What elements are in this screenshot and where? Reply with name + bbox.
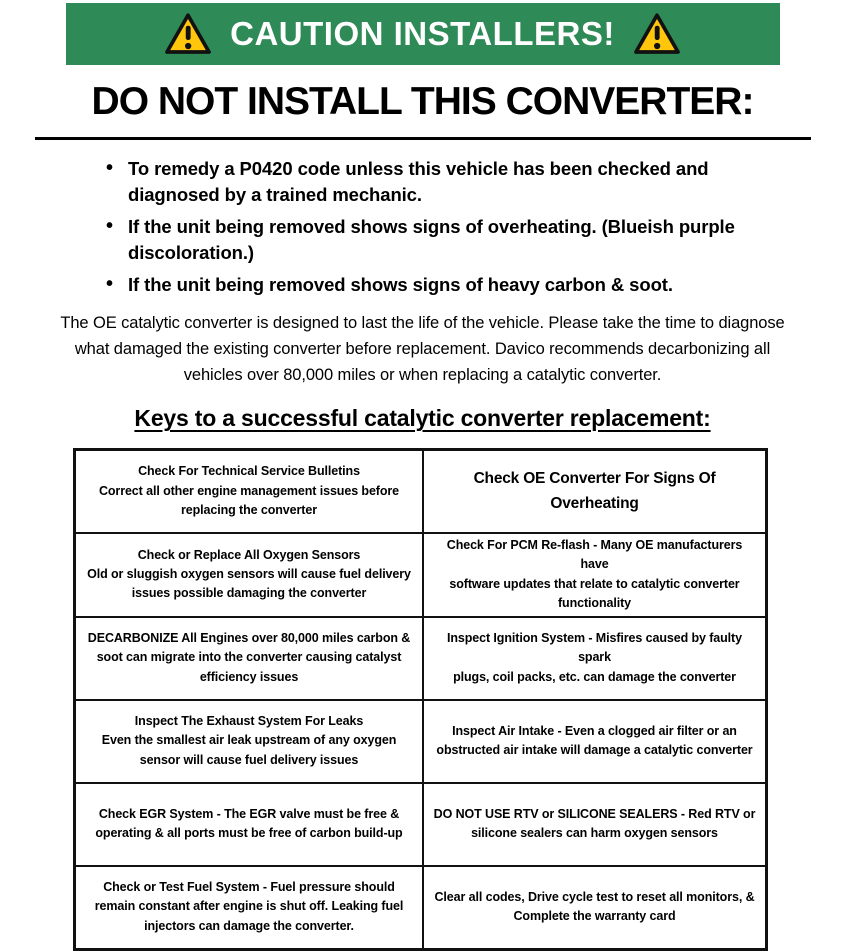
keys-table xyxy=(73,448,768,951)
table-cell: Check or Replace All Oxygen Sensors Old or sluggish oxygen sensors will cause fuel delivery issues possible damaging the converter xyxy=(75,533,424,617)
table-cell: Check OE Converter For Signs Of Overheating xyxy=(423,450,767,534)
warning-list-item: • If the unit being removed shows signs of heavy carbon & soot. xyxy=(104,272,764,298)
warning-list-item: • If the unit being removed shows signs of overheating. (Blueish purple discoloration.) xyxy=(104,214,764,266)
table-cell: DO NOT USE RTV or SILICONE SEALERS - Red RTV or silicone sealers can harm oxygen sensors xyxy=(423,783,767,866)
advisory-paragraph: The OE catalytic converter is designed to last the life of the vehicle. Please take the time to diagnose what damaged the existing converter before replacement. Davico recommends decarbonizing all vehicles over 80,000 miles or when replacing a catalytic converter. xyxy=(60,314,785,384)
table-cell: Inspect The Exhaust System For Leaks Even the smallest air leak upstream of any oxygen sensor will cause fuel delivery issues xyxy=(75,700,424,783)
table-cell: Check or Test Fuel System - Fuel pressure should remain constant after engine is shut off. Leaking fuel injectors can damage the converter. xyxy=(75,866,424,950)
table-row xyxy=(75,700,767,783)
caution-banner xyxy=(66,3,780,65)
table-cell: Inspect Air Intake - Even a clogged air filter or an obstructed air intake will damage a catalytic converter xyxy=(423,700,767,783)
table-row xyxy=(75,617,767,700)
table-row xyxy=(75,533,767,617)
table-row xyxy=(75,450,767,534)
table-cell: Check For Technical Service Bulletins Correct all other engine management issues before replacing the converter xyxy=(75,450,424,534)
keys-section-title: Keys to a successful catalytic converter replacement: xyxy=(134,405,711,431)
warning-list xyxy=(104,156,764,298)
divider-line xyxy=(35,137,811,140)
warning-triangle-icon xyxy=(633,12,681,56)
table-cell: Inspect Ignition System - Misfires caused by faulty spark plugs, coil packs, etc. can damage the converter xyxy=(423,617,767,700)
page-title: DO NOT INSTALL THIS CONVERTER: xyxy=(91,80,754,123)
table-cell: Check For PCM Re-flash - Many OE manufacturers have software updates that relate to catalytic converter functionality xyxy=(423,533,767,617)
warning-list-item: • To remedy a P0420 code unless this vehicle has been checked and diagnosed by a trained mechanic. xyxy=(104,156,764,208)
banner-title: CAUTION INSTALLERS! xyxy=(230,15,615,52)
warning-triangle-icon xyxy=(164,12,212,56)
table-row xyxy=(75,866,767,950)
table-row xyxy=(75,783,767,866)
table-cell: Check EGR System - The EGR valve must be free & operating & all ports must be free of carbon build-up xyxy=(75,783,424,866)
table-cell: Clear all codes, Drive cycle test to reset all monitors, & Complete the warranty card xyxy=(423,866,767,950)
table-cell: DECARBONIZE All Engines over 80,000 miles carbon & soot can migrate into the converter causing catalyst efficiency issues xyxy=(75,617,424,700)
